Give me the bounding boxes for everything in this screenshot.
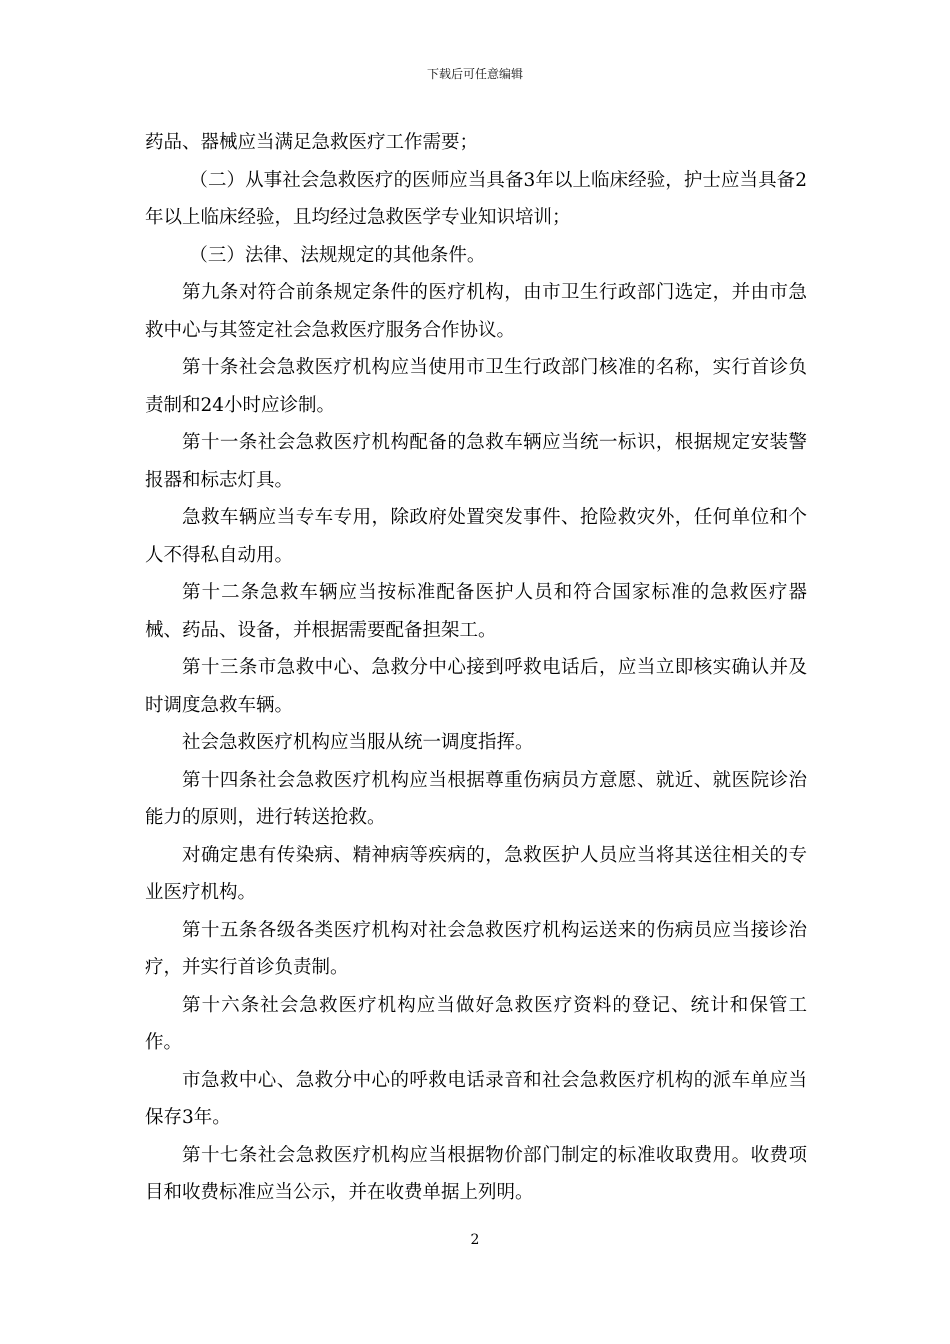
paragraph-item-3: （三）法律、法规规定的其他条件。 <box>189 244 486 266</box>
paragraph-article-14-clause: 对确定患有传染病、精神病等疾病的，急救医护人员应当将其送往相关的专业医疗机构。 <box>145 844 807 903</box>
paragraph-article-16-clause: 市急救中心、急救分中心的呼救电话录音和社会急救医疗机构的派车单应当保存3年。 <box>145 1069 807 1128</box>
paragraph-article-14: 第十四条社会急救医疗机构应当根据尊重伤病员方意愿、就近、就医院诊治能力的原则，进行转送抢救。 <box>145 769 807 828</box>
paragraph-article-15: 第十五条各级各类医疗机构对社会急救医疗机构运送来的伤病员应当接诊治疗，并实行首诊负责制。 <box>145 919 807 978</box>
document-body <box>145 124 807 1212</box>
paragraph-article-9: 第九条对符合前条规定条件的医疗机构，由市卫生行政部门选定，并由市急救中心与其签定社会急救医疗服务合作协议。 <box>145 282 807 341</box>
paragraph-article-12: 第十二条急救车辆应当按标准配备医护人员和符合国家标准的急救医疗器械、药品、设备，并根据需要配备担架工。 <box>145 582 807 641</box>
paragraph-item-2: （二）从事社会急救医疗的医师应当具备3年以上临床经验，护士应当具备2年以上临床经验，且均经过急救医学专业知识培训； <box>145 169 807 228</box>
paragraph-article-11-clause: 急救车辆应当专车专用，除政府处置突发事件、抢险救灾外，任何单位和个人不得私自动用。 <box>145 507 807 566</box>
paragraph-continuation: 药品、器械应当满足急救医疗工作需要； <box>145 132 479 153</box>
paragraph-article-10: 第十条社会急救医疗机构应当使用市卫生行政部门核准的名称，实行首诊负责制和24小时应诊制。 <box>145 357 807 416</box>
paragraph-article-13-clause: 社会急救医疗机构应当服从统一调度指挥。 <box>182 732 534 753</box>
page-header-note: 下载后可任意编辑 <box>426 67 523 81</box>
paragraph-article-17: 第十七条社会急救医疗机构应当根据物价部门制定的标准收取费用。收费项目和收费标准应当公示，并在收费单据上列明。 <box>145 1144 807 1203</box>
paragraph-article-11: 第十一条社会急救医疗机构配备的急救车辆应当统一标识，根据规定安装警报器和标志灯具。 <box>145 432 807 491</box>
paragraph-article-16: 第十六条社会急救医疗机构应当做好急救医疗资料的登记、统计和保管工作。 <box>145 994 807 1053</box>
page-number: 2 <box>470 1232 480 1248</box>
paragraph-article-13: 第十三条市急救中心、急救分中心接到呼救电话后，应当立即核实确认并及时调度急救车辆。 <box>145 657 807 716</box>
